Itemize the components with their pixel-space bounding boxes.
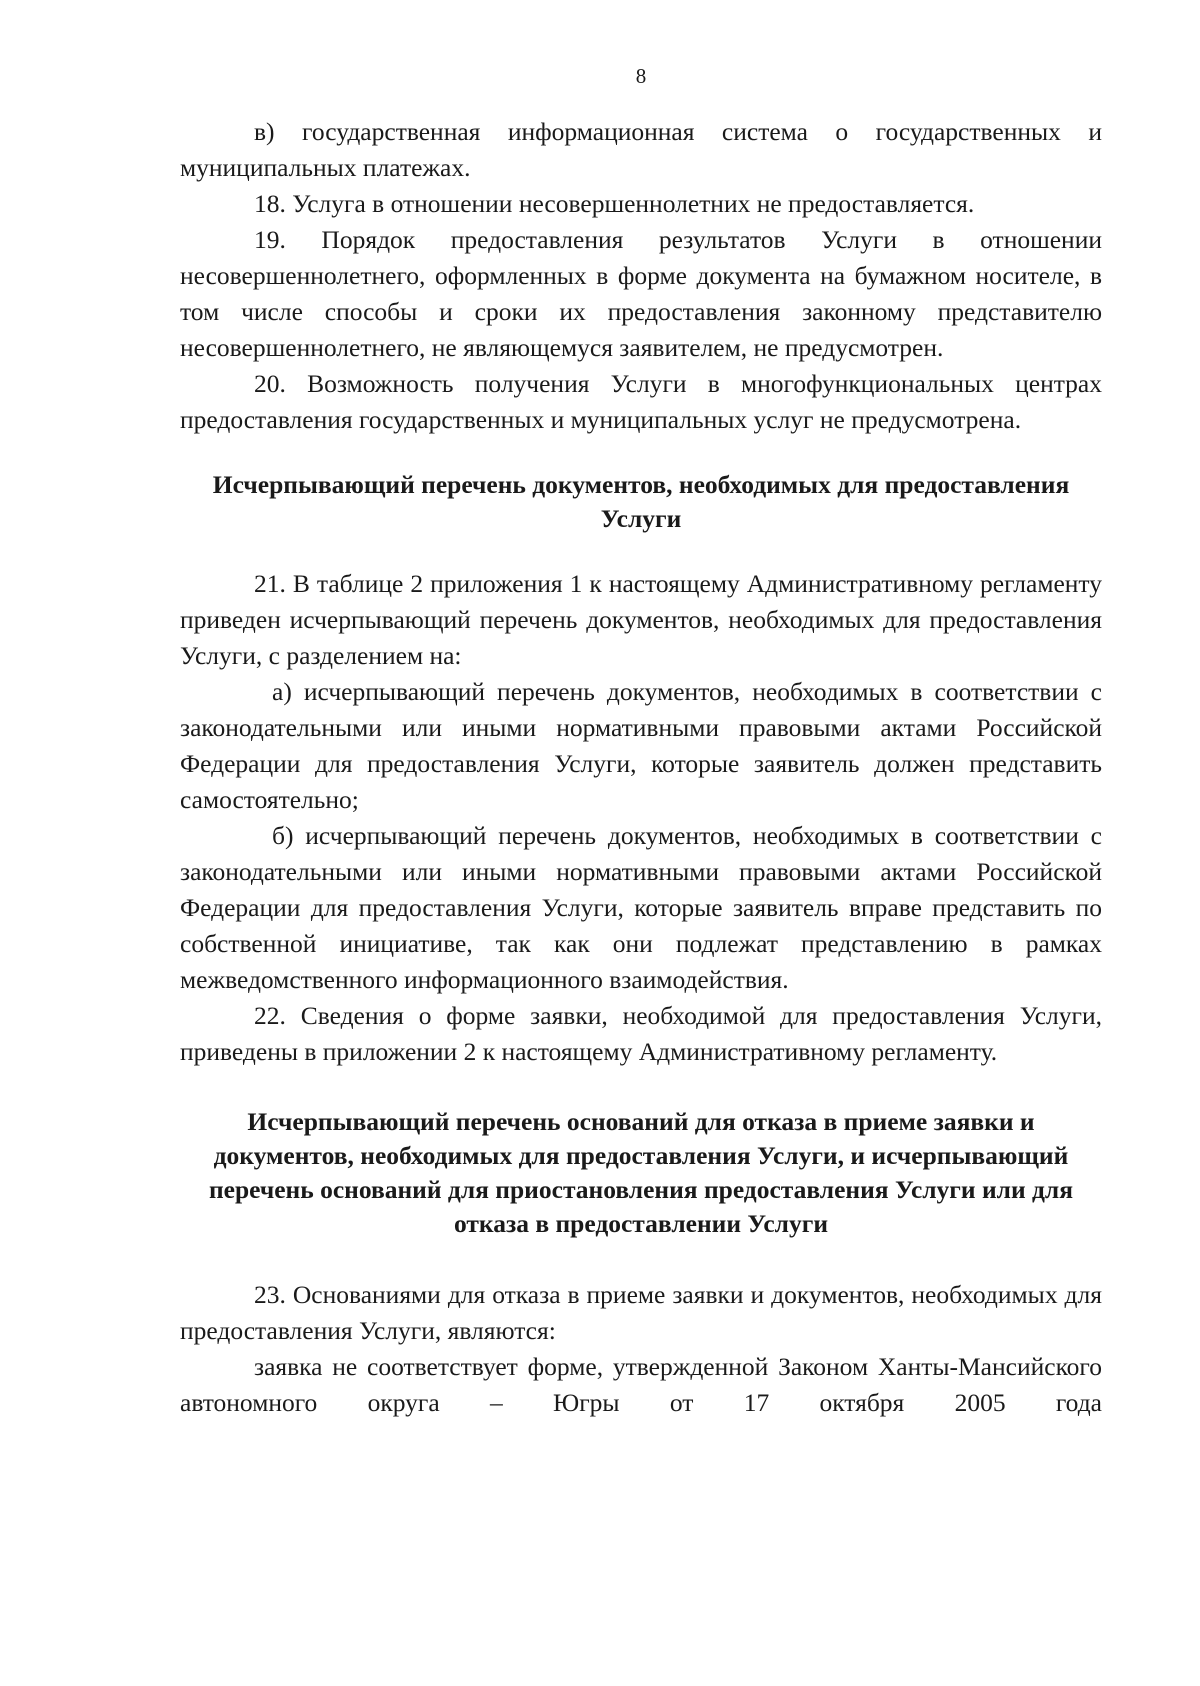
- section-heading-documents: Исчерпывающий перечень документов, необходимых для предоставления Услуги: [212, 470, 1070, 533]
- paragraph-21-a: а) исчерпывающий перечень документов, необходимых в соответствии с законодательными или иными нормативными правовыми актами Российской Федерации для предоставления Услуги, которые заявитель должен представить самостоятельно;: [180, 677, 1102, 814]
- paragraph-19: 19. Порядок предоставления результатов Услуги в отношении несовершеннолетнего, оформленных в форме документа на бумажном носителе, в том числе способы и сроки их предоставления законному представителю несовершеннолетнего, не являющемуся заявителем, не предусмотрен.: [180, 225, 1102, 362]
- paragraph-21: 21. В таблице 2 приложения 1 к настоящему Административному регламенту приведен исчерпывающий перечень документов, необходимых для предоставления Услуги, с разделением на:: [180, 569, 1102, 670]
- paragraph-23-item: заявка не соответствует форме, утвержденной Законом Ханты-Мансийского автономного округа – Югры от 17 октября 2005 года: [180, 1352, 1102, 1417]
- paragraph-20: 20. Возможность получения Услуги в многофункциональных центрах предоставления государственных и муниципальных услуг не предусмотрена.: [180, 369, 1102, 434]
- page-number: 8: [635, 64, 647, 88]
- document-body: [180, 114, 1102, 1421]
- section-heading-refusal-grounds: Исчерпывающий перечень оснований для отказа в приеме заявки и документов, необходимых для предоставления Услуги, и исчерпывающий перечень оснований для приостановления предоставления Услуги или для отказа в предоставлении Услуги: [208, 1107, 1074, 1238]
- paragraph-21-b: б) исчерпывающий перечень документов, необходимых в соответствии с законодательными или иными нормативными правовыми актами Российской Федерации для предоставления Услуги, которые заявитель вправе представить по собственной инициативе, так как они подлежат представлению в рамках межведомственного информационного взаимодействия.: [180, 821, 1102, 994]
- paragraph-18: 18. Услуга в отношении несовершеннолетних не предоставляется.: [254, 189, 975, 218]
- paragraph-v-gis-payments: в) государственная информационная система о государственных и муниципальных платежах.: [180, 117, 1102, 182]
- document-page: [180, 0, 1102, 1686]
- paragraph-23: 23. Основаниями для отказа в приеме заявки и документов, необходимых для предоставления Услуги, являются:: [180, 1280, 1102, 1345]
- paragraph-22: 22. Сведения о форме заявки, необходимой для предоставления Услуги, приведены в приложении 2 к настоящему Административному регламенту.: [180, 1001, 1102, 1066]
